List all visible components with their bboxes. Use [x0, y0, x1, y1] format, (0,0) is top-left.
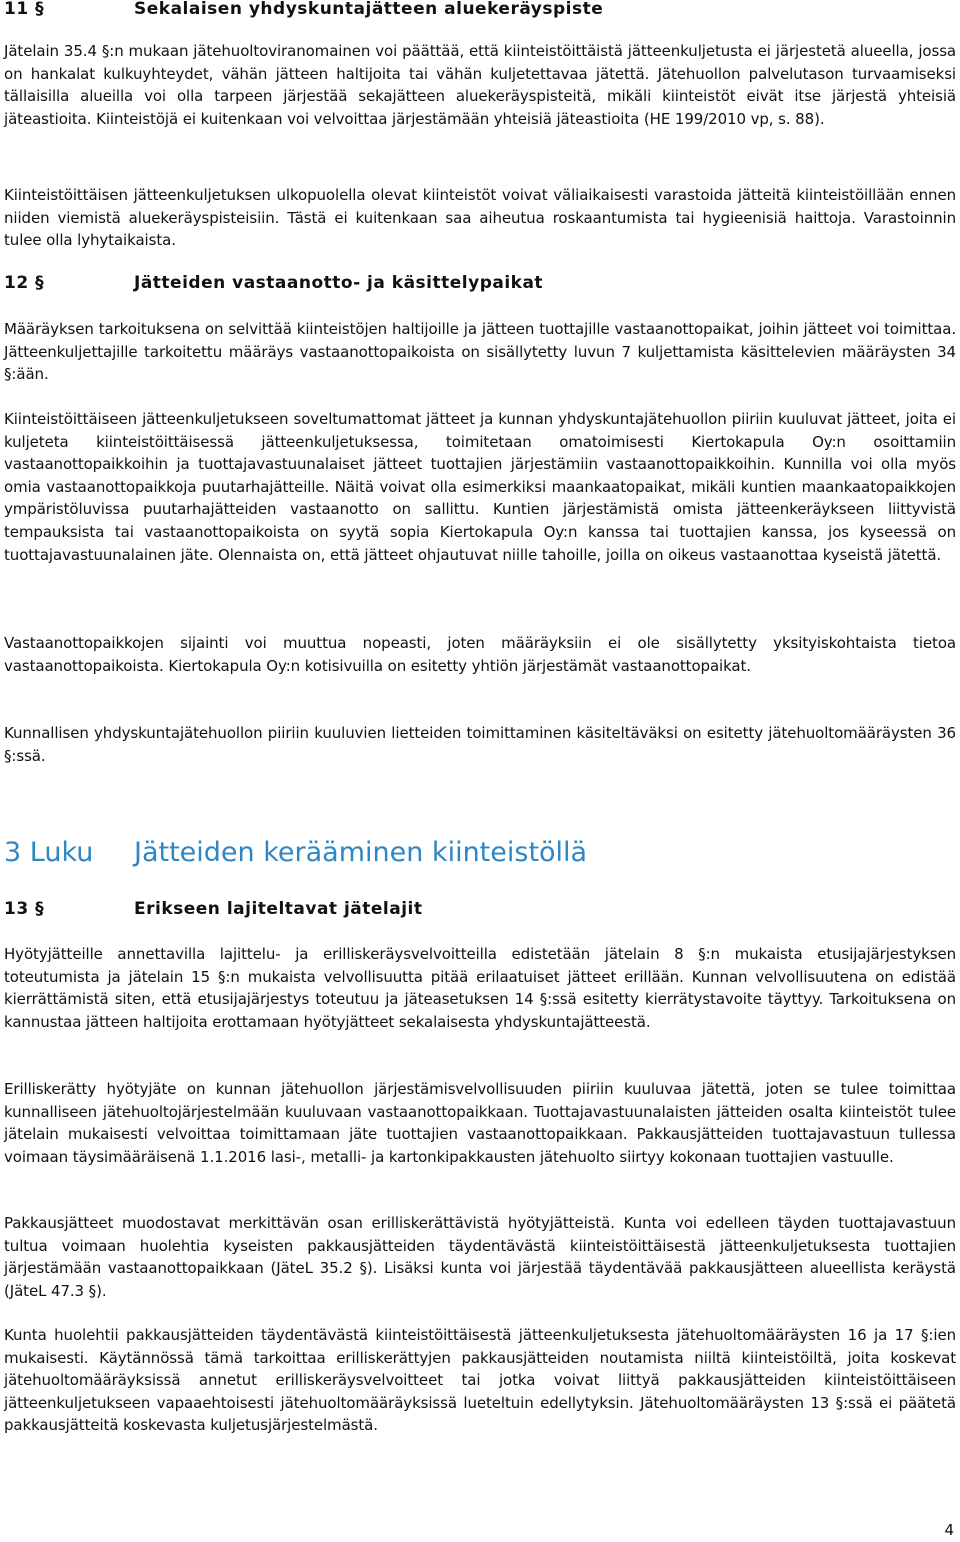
paragraph: Kunta huolehtii pakkausjätteiden täydentävästä kiinteistöittäisestä jätteenkuljetuksesta jätehuoltomääräysten 16 ja 17 §:ien mukaisesti. Käytännössä tämä tarkoittaa erilliskerättyjen pakkausjätteiden noutamista niiltä kiinteistöiltä, joita koskevat jätehuoltomääräyksissä annetut erilliskeräysvelvoitteet tai jotka voivat liittyä pakkausjätteiden kiinteistöittäiseen jätteenkuljetukseen vapaaehtoisesti jätehuoltomääräyksissä lueteltuin edellytyksin. Jätehuoltomääräysten 13 §:ssä ei päätetä pakkausjätteitä koskevasta kuljetusjärjestelmästä.	[4, 1326, 956, 1435]
page-number: 4	[944, 1521, 954, 1539]
paragraph: Kunnallisen yhdyskuntajätehuollon piiriin kuuluvien lietteiden toimittaminen käsiteltäväksi on esitetty jätehuoltomääräysten 36 §:ssä.	[4, 724, 956, 765]
paragraph: Pakkausjätteet muodostavat merkittävän osan erilliskerättävistä hyötyjätteistä. Kunta voi edelleen täyden tuottajavastuun tultua voimaan huolehtia kyseisten pakkausjätteiden täydentävästä kiinteistöittäisestä jätteenkuljetuksesta tuottajien järjestämään vastaanottopaikkaan (JäteL 35.2 §). Lisäksi kunta voi järjestää täydentävää pakkausjätteen alueellista keräystä (JäteL 47.3 §).	[4, 1214, 956, 1300]
paragraph: Määräyksen tarkoituksena on selvittää kiinteistöjen haltijoille ja jätteen tuottajille vastaanottopaikat, joihin jätteet voi toimittaa. Jätteenkuljettajille tarkoitettu määräys vastaanottopaikoista on sisällytetty luvun 7 kuljettamista käsittelevien määräysten 34 §:ään.	[4, 320, 956, 384]
section-number: 13 §	[4, 899, 45, 919]
section-13-heading	[4, 897, 423, 921]
section-title: Erikseen lajiteltavat jätelajit	[134, 899, 423, 919]
section-11-heading	[4, 0, 603, 21]
paragraph: Kiinteistöittäisen jätteenkuljetuksen ulkopuolella olevat kiinteistöt voivat väliaikaisesti varastoida jätteitä kiinteistöillään ennen niiden viemistä aluekeräyspisteisiin. Tästä ei kuitenkaan saa aiheutua roskaantumista tai hygieenisiä haittoja. Varastoinnin tulee olla lyhytaikaista.	[4, 186, 956, 250]
paragraph: Erilliskerätty hyötyjäte on kunnan jätehuollon järjestämisvelvollisuuden piiriin kuuluvaa jätettä, joten se tulee toimittaa kunnalliseen jätehuoltojärjestelmään kuuluvaan vastaanottopaikkaan. Tuottajavastuunalaisten jätteiden osalta kiinteistöt tulee jätelain mukaisesti velvoittaa toimittamaan jäte tuottajien vastaanottopaikkaan. Pakkausjätteiden tuottajavastuun tullessa voimaan täysimääräisenä 1.1.2016 lasi-, metalli- ja kartonkipakkausten jätehuolto siirtyy kokonaan tuottajien vastuulle.	[4, 1080, 956, 1166]
chapter-title: Jätteiden kerääminen kiinteistöllä	[134, 836, 588, 868]
chapter-number: 3 Luku	[4, 836, 94, 868]
chapter-heading	[4, 832, 587, 872]
paragraph: Hyötyjätteille annettavilla lajittelu- ja erilliskeräysvelvoitteilla edistetään jätelain 8 §:n mukaista etusijajärjestyksen toteutumista ja jätelain 15 §:n mukaista velvollisuutta pitää erilaatuiset jätteet erillään. Kunnan velvollisuutena on edistää kierrättämistä siten, että etusijajärjestys toteutuu ja jäteasetuksen 14 §:ssä esitetty kierrätystavoite täyttyy. Tarkoituksena on kannustaa jätteen haltijoita erottamaan hyötyjätteet sekalaisesta yhdyskuntajätteestä.	[4, 945, 956, 1031]
section-number: 11 §	[4, 0, 45, 19]
section-12-heading	[4, 271, 543, 295]
section-number: 12 §	[4, 273, 45, 293]
section-title: Sekalaisen yhdyskuntajätteen aluekeräyspiste	[134, 0, 604, 19]
paragraph: Jätelain 35.4 §:n mukaan jätehuoltoviranomainen voi päättää, että kiinteistöittäistä jätteenkuljetusta ei järjestetä alueella, jossa on hankalat kulkuyhteydet, vähän jätteen haltijoita tai vähän kuljetettavaa jätettä. Jätehuollon palvelutason turvaamiseksi tällaisilla alueilla voi olla tarpeen järjestää sekajätteen aluekeräyspisteitä, mikäli kiinteistöt eivät itse järjestä yhteisiä jäteastioita. Kiinteistöjä ei kuitenkaan voi velvoittaa järjestämään yhteisiä jäteastioita (HE 199/2010 vp, s. 88).	[4, 42, 956, 128]
section-title: Jätteiden vastaanotto- ja käsittelypaikat	[134, 273, 544, 293]
paragraph: Vastaanottopaikkojen sijainti voi muuttua nopeasti, joten määräyksiin ei ole sisällytetty yksityiskohtaista tietoa vastaanottopaikoista. Kiertokapula Oy:n kotisivuilla on esitetty yhtiön järjestämät vastaanottopaikat.	[4, 634, 956, 675]
paragraph: Kiinteistöittäiseen jätteenkuljetukseen soveltumattomat jätteet ja kunnan yhdyskuntajätehuollon piiriin kuuluvat jätteet, joita ei kuljeteta kiinteistöittäisessä jätteenkuljetuksessa, toimitetaan omatoimisesti Kiertokapula Oy:n osoittamiin vastaanottopaikkoihin ja tuottajavastuunalaiset jätteet tuottajien järjestämiin vastaanottopaikkoihin. Kunnilla voi olla myös omia vastaanottopaikkoja puutarhajätteille. Näitä voivat olla esimerkiksi maankaatopaikat, mikäli kuntien maankaatopaikkojen ympäristöluvissa puutarhajätteiden vastaanotto on sallittu. Kuntien järjestämistä omista jätteenkeräykseen liittyvistä tempauksista tai vastaanottopaikoista on syytä sopia Kiertokapula Oy:n kanssa tai tuottajien kanssa, jos kyseessä on tuottajavastuunalainen jäte. Olennaista on, että jätteet ohjautuvat niille tahoille, joilla on oikeus vastaanottaa kyseistä jätettä.	[4, 410, 956, 564]
